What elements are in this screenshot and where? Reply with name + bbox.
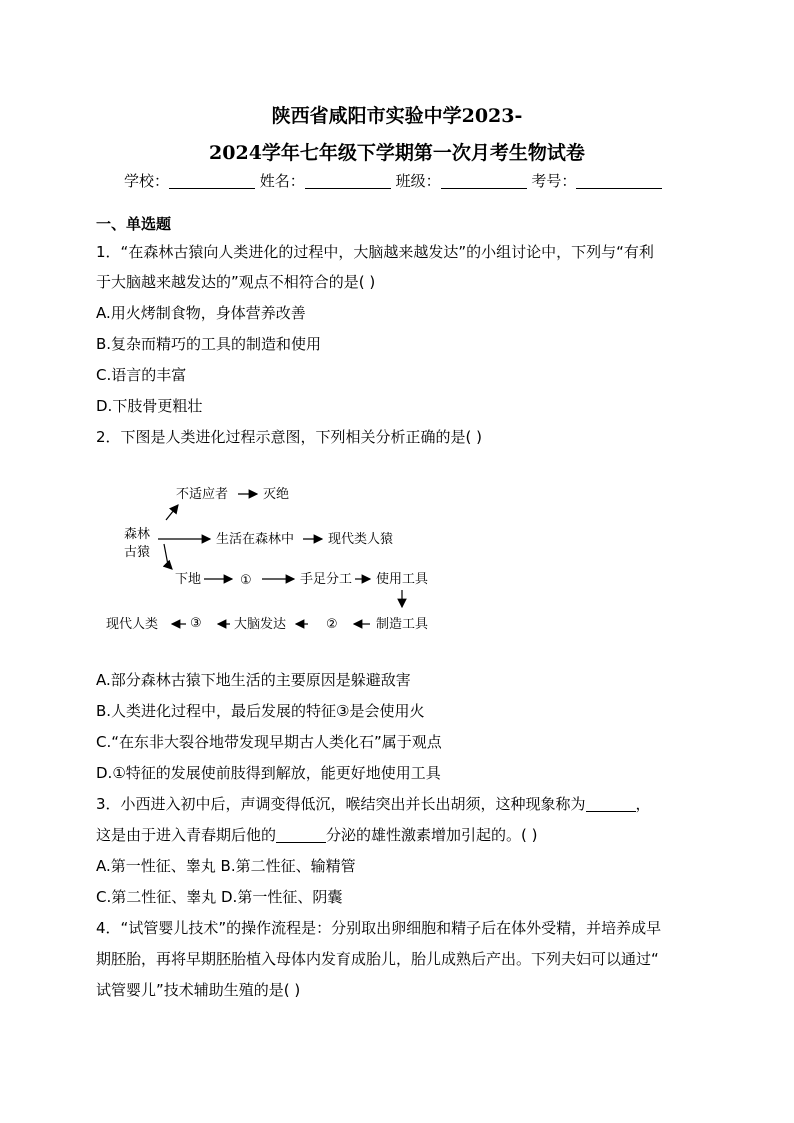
class-blank[interactable] (441, 174, 527, 189)
class-label: 班级： (395, 172, 441, 190)
q2-stem: 2．下图是人类进化过程示意图，下列相关分析正确的是( ) (96, 428, 483, 446)
diagram-ground: 下地 (175, 572, 202, 587)
student-info-row (124, 170, 662, 191)
exam-title-line1: 陕西省咸阳市实验中学2023- (271, 105, 523, 127)
diagram-brain: 大脑发达 (234, 617, 287, 632)
arrow-to-ground (164, 544, 172, 569)
diagram-c3: ③ (190, 616, 202, 631)
diagram-modern-humans: 现代人类 (106, 617, 159, 632)
q1-stem-line1: 1．“在森林古猿向人类进化的过程中，大脑越来越发达”的小组讨论中，下列与“有利 (96, 243, 654, 261)
q1-stem-line2: 于大脑越来越发达的”观点不相符合的是( ) (96, 273, 376, 291)
q3-options-row1: A.第一性征、睾丸 B.第二性征、输精管 (96, 857, 356, 875)
diagram-hands-feet: 手足分工 (300, 572, 353, 587)
q2-option-c: C.“在东非大裂谷地带发现早期古人类化石”属于观点 (96, 733, 442, 751)
q3-stem-text-a: 3．小西进入初中后，声调变得低沉，喉结突出并长出胡须，这种现象称为 (96, 795, 586, 813)
q3-stem2-text-b: 分泌的雄性激素增加引起的。( ) (326, 826, 538, 844)
diagram-c1: ① (240, 573, 252, 588)
diagram-forest-life: 生活在森林中 (216, 532, 295, 547)
exam-number-label: 考号： (531, 172, 577, 190)
q2-option-b: B.人类进化过程中，最后发展的特征③是会使用火 (96, 702, 425, 720)
q4-stem-line1: 4．“试管婴儿技术”的操作流程是：分别取出卵细胞和精子后在体外受精，并培养成早 (96, 919, 662, 937)
diagram-start-line2: 古猿 (124, 545, 151, 560)
diagram-make-tools: 制造工具 (376, 617, 429, 632)
q3-stem-line1 (96, 793, 651, 814)
diagram-start-line1: 森林 (124, 527, 151, 542)
exam-title-line2: 2024学年七年级下学期第一次月考生物试卷 (209, 142, 585, 164)
q2-option-a: A.部分森林古猿下地生活的主要原因是躲避敌害 (96, 671, 411, 689)
diagram-unfit: 不适应者 (176, 487, 229, 502)
diagram-c2: ② (326, 617, 338, 632)
section-heading: 一、单选题 (96, 215, 172, 233)
name-label: 姓名： (259, 172, 305, 190)
school-label: 学校： (124, 172, 170, 190)
q3-options-row2: C.第二性征、睾丸 D.第一性征、阴囊 (96, 888, 343, 906)
q4-stem-line3: 试管婴儿”技术辅助生殖的是( ) (96, 981, 301, 999)
human-evolution-diagram (100, 470, 450, 645)
diagram-use-tools: 使用工具 (376, 572, 429, 587)
q3-stem2-text-a: 这是由于进入青春期后他的 (96, 826, 277, 844)
q1-option-a: A.用火烤制食物，身体营养改善 (96, 304, 306, 322)
diagram-extinct: 灭绝 (263, 487, 290, 502)
q1-option-b: B.复杂而精巧的工具的制造和使用 (96, 335, 322, 353)
school-blank[interactable] (169, 174, 255, 189)
q3-blank-2[interactable] (276, 828, 326, 843)
q1-option-d: D.下肢骨更粗壮 (96, 397, 203, 415)
q3-stem-line2 (96, 824, 538, 845)
q1-option-c: C.语言的丰富 (96, 366, 187, 384)
q2-option-d: D.①特征的发展使前肢得到解放，能更好地使用工具 (96, 764, 441, 782)
name-blank[interactable] (305, 174, 391, 189)
q3-stem-text-b: ， (635, 795, 651, 813)
q3-blank-1[interactable] (586, 797, 636, 812)
diagram-modern-apes: 现代类人猿 (328, 532, 394, 547)
q4-stem-line2: 期胚胎，再将早期胚胎植入母体内发育成胎儿，胎儿成熟后产出。下列夫妇可以通过“ (96, 950, 659, 968)
arrow-to-unfit (166, 505, 178, 520)
exam-number-blank[interactable] (576, 174, 662, 189)
